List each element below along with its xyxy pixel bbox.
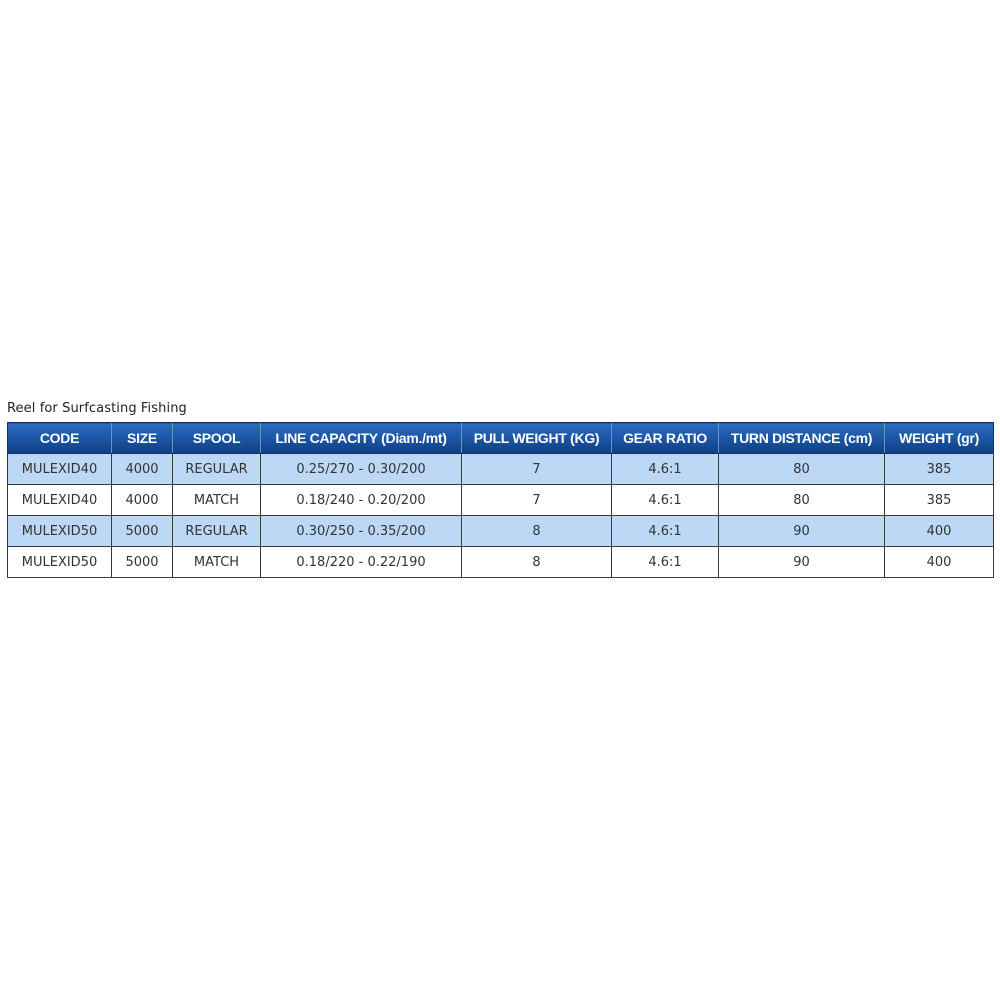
column-header-turn-distance: TURN DISTANCE (cm) <box>719 423 885 454</box>
column-header-gear-ratio: GEAR RATIO <box>612 423 719 454</box>
cell-line-capacity: 0.18/240 - 0.20/200 <box>261 485 462 516</box>
cell-turn-distance: 90 <box>719 516 885 547</box>
column-header-spool: SPOOL <box>173 423 261 454</box>
table-caption: Reel for Surfcasting Fishing <box>7 401 187 416</box>
cell-pull-weight: 7 <box>462 454 612 485</box>
cell-code: MULEXID40 <box>8 454 112 485</box>
cell-gear-ratio: 4.6:1 <box>612 454 719 485</box>
cell-spool: MATCH <box>173 547 261 578</box>
cell-turn-distance: 80 <box>719 485 885 516</box>
cell-size: 5000 <box>112 516 173 547</box>
cell-weight: 400 <box>885 516 994 547</box>
cell-size: 4000 <box>112 454 173 485</box>
cell-line-capacity: 0.18/220 - 0.22/190 <box>261 547 462 578</box>
cell-code: MULEXID40 <box>8 485 112 516</box>
table-row <box>8 485 994 516</box>
cell-pull-weight: 8 <box>462 547 612 578</box>
cell-size: 5000 <box>112 547 173 578</box>
header-row <box>8 423 994 454</box>
cell-line-capacity: 0.25/270 - 0.30/200 <box>261 454 462 485</box>
table-row <box>8 454 994 485</box>
cell-spool: MATCH <box>173 485 261 516</box>
specs-table <box>7 422 994 578</box>
cell-weight: 385 <box>885 454 994 485</box>
table-row <box>8 547 994 578</box>
cell-turn-distance: 90 <box>719 547 885 578</box>
column-header-weight: WEIGHT (gr) <box>885 423 994 454</box>
cell-spool: REGULAR <box>173 516 261 547</box>
cell-turn-distance: 80 <box>719 454 885 485</box>
cell-pull-weight: 8 <box>462 516 612 547</box>
column-header-size: SIZE <box>112 423 173 454</box>
cell-gear-ratio: 4.6:1 <box>612 485 719 516</box>
cell-code: MULEXID50 <box>8 547 112 578</box>
column-header-pull-weight: PULL WEIGHT (KG) <box>462 423 612 454</box>
cell-size: 4000 <box>112 485 173 516</box>
cell-line-capacity: 0.30/250 - 0.35/200 <box>261 516 462 547</box>
cell-pull-weight: 7 <box>462 485 612 516</box>
cell-gear-ratio: 4.6:1 <box>612 516 719 547</box>
table-row <box>8 516 994 547</box>
cell-code: MULEXID50 <box>8 516 112 547</box>
cell-weight: 400 <box>885 547 994 578</box>
column-header-line-capacity: LINE CAPACITY (Diam./mt) <box>261 423 462 454</box>
cell-weight: 385 <box>885 485 994 516</box>
cell-gear-ratio: 4.6:1 <box>612 547 719 578</box>
column-header-code: CODE <box>8 423 112 454</box>
cell-spool: REGULAR <box>173 454 261 485</box>
